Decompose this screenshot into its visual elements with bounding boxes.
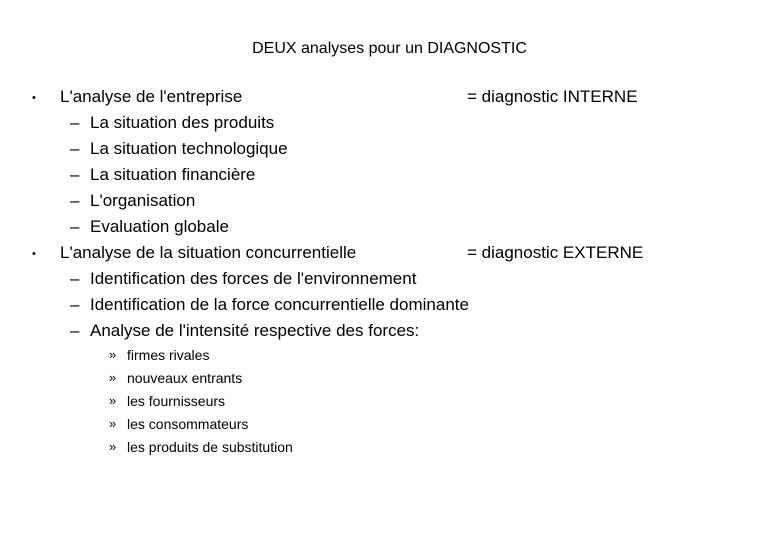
sub-list-item-text: firmes rivales [127, 347, 210, 363]
sub-list-item-text: les produits de substitution [127, 439, 293, 455]
list-item-text: Identification de la force concurrentielle dominante [90, 295, 469, 314]
sub-list-item-text: les fournisseurs [127, 393, 226, 409]
list-item [0, 294, 779, 316]
list-item-text: Evaluation globale [90, 217, 229, 236]
sub-list-item-text: nouveaux entrants [127, 370, 243, 386]
section-external-heading [0, 242, 779, 264]
list-item-text: La situation des produits [90, 113, 275, 132]
sub-list-item [0, 369, 779, 387]
sub-list-item [0, 438, 779, 456]
list-item [0, 268, 779, 290]
list-item-text: Analyse de l'intensité respective des forces: [90, 321, 420, 340]
bullet-marker: • [32, 248, 36, 260]
sub-list-item [0, 392, 779, 410]
sub-bullet-marker: » [109, 416, 117, 431]
section-label: L'analyse de la situation concurrentielle [60, 243, 357, 262]
dash-marker: – [70, 191, 80, 210]
section-internal-heading [0, 86, 779, 108]
slide-title: DEUX analyses pour un DIAGNOSTIC [252, 40, 527, 57]
internal-diagnostic-result: = diagnostic INTERNE [467, 87, 638, 106]
list-item [0, 112, 779, 134]
sub-bullet-marker: » [109, 393, 117, 408]
list-item [0, 216, 779, 238]
sub-bullet-marker: » [109, 347, 117, 362]
dash-marker: – [70, 269, 80, 288]
list-item [0, 320, 779, 342]
list-item-text: La situation technologique [90, 139, 288, 158]
bullet-marker: • [32, 92, 36, 104]
sub-bullet-marker: » [109, 439, 117, 454]
external-diagnostic-result: = diagnostic EXTERNE [467, 243, 644, 262]
sub-list-item [0, 415, 779, 433]
sub-bullet-marker: » [109, 370, 117, 385]
dash-marker: – [70, 113, 80, 132]
list-item-text: La situation financière [90, 165, 256, 184]
dash-marker: – [70, 295, 80, 314]
sub-list-item-text: les consommateurs [127, 416, 249, 432]
sub-list-item [0, 346, 779, 364]
list-item-text: Identification des forces de l'environnement [90, 269, 417, 288]
list-item-text: L'organisation [90, 191, 196, 210]
list-item [0, 138, 779, 160]
dash-marker: – [70, 217, 80, 236]
dash-marker: – [70, 321, 80, 340]
dash-marker: – [70, 139, 80, 158]
list-item [0, 190, 779, 212]
dash-marker: – [70, 165, 80, 184]
list-item [0, 164, 779, 186]
section-label: L'analyse de l'entreprise [60, 87, 243, 106]
